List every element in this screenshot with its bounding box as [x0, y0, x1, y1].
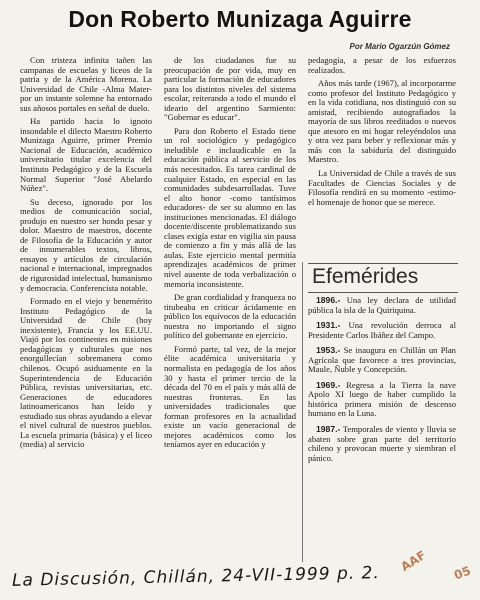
efemeride-text: Se inaugura en Chillán un Plan Agrícola que favorece a tres provincias, Maule, Ñuble y Concepción. [308, 345, 456, 375]
paragraph: Su deceso, ignorado por los medios de comunicación social, produjo en nuestro ser hondo pesar y dolor. Maestro de maestros, docente de Filosofía de la Educación y autor de innumerables textos, libros, ensayos y artículos de circulación nacional e internacional, impregnados de rigurosidad intelectual, humanismo y democracia. Conferencista notable. [20, 196, 152, 293]
archive-stamp-mark: AAF [398, 547, 429, 575]
paragraph: de los ciudadanos fue su preocupación de por vida, muy en particular la formación de educadores para los distintos niveles del sistema escolar, reiterando a todo el mundo el ideario del argentino Sarmiento: "Gobernar es educar". [164, 55, 296, 123]
efemeride-text: Temporales de viento y lluvia se abaten sobre gran parte del territorio chileno y provocan muerte y siembran el pánico. [308, 424, 457, 463]
efemeride-text: Regresa a la Tierra la nave Apolo XI luego de haber cumplido la histórica primera misión de descenso humano en la Luna. [308, 379, 456, 419]
efemerides-header [308, 263, 458, 293]
efemeride-item [308, 381, 456, 419]
archive-stamp-mark: 05 [452, 563, 473, 583]
paragraph: Ha partido hacia lo ignoto insondable el dilecto Maestro Roberto Munizaga Aguirre, primer Premio Nacional de Educación, académico universitario titular excelencia del Instituto Pedagógico y de la Escuela Normal Superior "José Abelardo Núñez". [20, 116, 152, 194]
efemeride-item [308, 321, 456, 340]
article-column-1 [20, 56, 152, 454]
paragraph: pedagogía, a pesar de los esfuerzos realizados. [308, 55, 456, 75]
article-title: Don Roberto Munizaga Aguirre [68, 6, 412, 32]
efemeride-year: 1896.- [316, 295, 341, 305]
paragraph: Formó parte, tal vez, de la mejor élite académica universitaria y normalista en pedagogía de los años 30 y hasta el primer tercio de la década del 70 en el país y más allá de nuestras fronteras. En las universidades tradicionales que forman profesores en la actualidad existe un vacío generacional de mejores académicos como los teníamos ayer en educación y [164, 343, 296, 450]
efemeride-item [308, 425, 456, 463]
efemeride-year: 1987.- [316, 424, 341, 435]
efemerides-list [308, 296, 456, 469]
paragraph: Formado en el viejo y benemérito Instituto Pedagógico de la Universidad de Chile (hoy inexistente), Francia y los EE.UU. Viajó por los continentes en misiones pedagógicas y culturales que nos enorgullecían sobremanera como chilenos. Ocupó asiduamente en la Superintendencia de Educación Pública, revistas universitarias, etc. Generaciones de educadores latinoamericanos han leído y estudiado sus obras ayudando a elevar el nivel cultural de nuestros pueblos. La escuela primaria (básica) y el liceo (media) al servicio [20, 296, 152, 450]
efemeride-year: 1953.- [316, 345, 341, 356]
efemerides-title: Efemérides [312, 265, 419, 288]
paragraph: La Universidad de Chile a través de sus Facultades de Ciencias Sociales y de Filosofía rendirá en su momento -estimo- el homenaje de honor que se merece. [308, 168, 456, 207]
article-byline: Por Mario Ogarzún Gómez [349, 42, 450, 51]
efemeride-item [308, 346, 456, 375]
paragraph: De gran cordialidad y franqueza no titubeaba en criticar ácidamente en público los equívocos de la educación nuestra no importando el signo político del gobernante en ejercicio. [164, 292, 296, 341]
efemeride-text: Una revolución derroca al Presidente Carlos Ibáñez del Campo. [308, 320, 456, 340]
efemeride-year: 1931.- [316, 320, 341, 331]
paragraph: Con tristeza infinita tañen las campanas de escuelas y liceos de la patria y de la América Morena. La Universidad de Chile -Alma Mater- por un instante solemne ha entornado sus añosos portales en señal de duelo. [20, 55, 152, 113]
column-divider [302, 262, 303, 562]
efemeride-item [308, 296, 456, 315]
paragraph: Años más tarde (1967), al incorporarme como profesor del Instituto Pedagógico y en la vida cotidiana, nos distinguió con su amistad, recibiendo autografiados la mayoría de sus libros reeditados o nuevos que atesoro en mi hogar releyéndolos una y otra vez para beber y reflexionar más y más con la sabiduría del distinguido Maestro. [308, 78, 456, 165]
paragraph: Para don Roberto el Estado tiene un rol sociológico y pedagógico ineludible e inclaudicable en la educación pública al servicio de los más necesitados. Es tarea cardinal de cualquier Estado, en especial en las comunidades subdesarrolladas. Tuve el alto honor -como tantísimos educadores- de ser su alumno en las instituciones mencionadas. El diálogo docente/discente problematizando sus clases exigía estar en vigilia sin pausa de comienzo a fin y más allá de las aulas. Este ejercicio mental permitía aprendizajes académicos de primer nivel ausente de toda verbalización o memoria inconsistente. [164, 125, 296, 289]
article-column-3 [308, 56, 456, 211]
efemeride-text: Una ley declara de utilidad pública la isla de la Quiriquina. [308, 295, 456, 315]
efemeride-year: 1969.- [316, 379, 341, 390]
handwritten-source-note: La Discusión, Chillán, 24-VII-1999 p. 2. [11, 563, 381, 591]
article-column-2 [164, 56, 296, 454]
